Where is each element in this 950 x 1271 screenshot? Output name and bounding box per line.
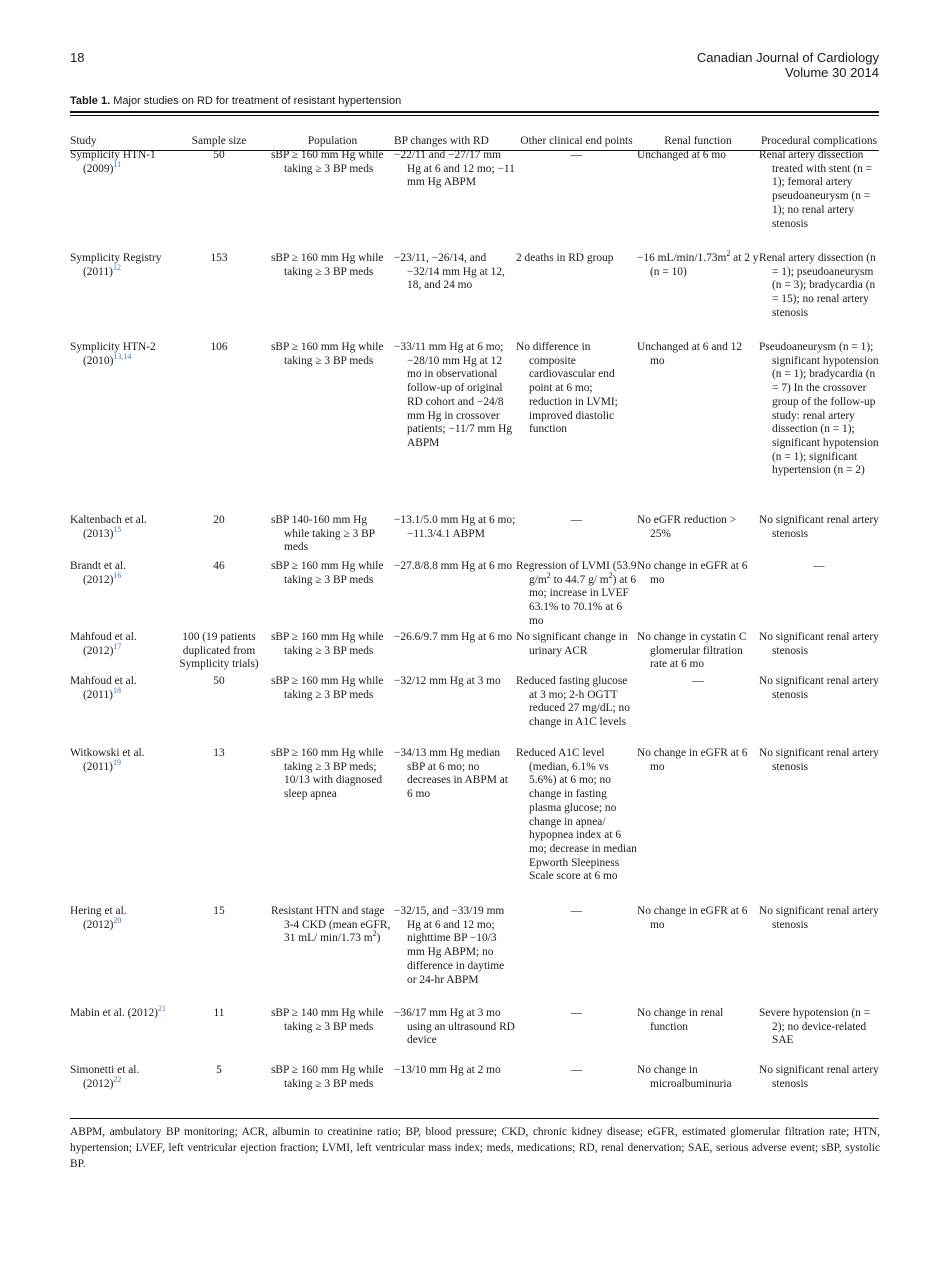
population-cell: sBP ≥ 160 mm Hg while taking ≥ 3 BP meds; 10/13 with diagnosed sleep apnea: [271, 747, 384, 801]
citation-link[interactable]: 20: [113, 915, 122, 925]
complications-cell: No significant renal artery stenosis: [759, 1064, 879, 1090]
bp-changes-cell: −32/12 mm Hg at 3 mo: [394, 675, 501, 687]
table-row: [70, 560, 879, 631]
renal-function-cell: No change in eGFR at 6 mo: [637, 905, 748, 931]
citation-link[interactable]: 19: [112, 757, 121, 767]
column-header-bp-changes: BP changes with RD: [394, 135, 489, 148]
bp-changes-cell: −33/11 mm Hg at 6 mo; −28/10 mm Hg at 12 mo in observational follow-up of original RD cohort and −24/8 mm Hg in crossover patients; −11/7 mm Hg ABPM: [394, 341, 513, 449]
running-header: [697, 50, 879, 80]
sample-size-cell: 50: [213, 149, 225, 161]
column-header-study: Study: [70, 135, 97, 148]
population-cell: sBP ≥ 160 mm Hg while taking ≥ 3 BP meds: [271, 1064, 384, 1090]
table-caption: [70, 95, 401, 107]
complications-cell: No significant renal artery stenosis: [759, 747, 879, 773]
bp-changes-cell: −36/17 mm Hg at 3 mo using an ultrasound RD device: [394, 1007, 515, 1047]
citation-link[interactable]: 16: [113, 570, 122, 580]
bp-changes-cell: −22/11 and −27/17 mm Hg at 6 and 12 mo; −11 mm Hg ABPM: [394, 149, 515, 189]
renal-function-cell: Unchanged at 6 and 12 mo: [637, 341, 743, 367]
studies-table: [70, 116, 879, 1108]
bp-changes-cell: −34/13 mm Hg median sBP at 6 mo; no decreases in ABPM at 6 mo: [394, 747, 508, 801]
table-row: [70, 747, 879, 905]
population-cell: sBP ≥ 160 mm Hg while taking ≥ 3 BP meds: [271, 560, 384, 586]
table-row: [70, 1064, 879, 1108]
other-end-points-cell: No significant change in urinary ACR: [516, 631, 628, 657]
citation-link[interactable]: 12: [112, 262, 121, 272]
other-end-points-cell: —: [570, 1064, 583, 1076]
column-header-population: Population: [307, 135, 358, 148]
study-cell: Symplicity Registry (2011)$^{12}$: [70, 252, 162, 278]
sample-size-cell: 106: [210, 341, 228, 353]
renal-function-cell: Unchanged at 6 mo: [637, 149, 726, 161]
population-cell: sBP ≥ 160 mm Hg while taking ≥ 3 BP meds: [271, 675, 384, 701]
complications-cell: No significant renal artery stenosis: [759, 514, 879, 540]
column-header-other-end-points: Other clinical end points: [520, 135, 633, 148]
citation-link[interactable]: 15: [113, 524, 122, 534]
population-cell: sBP 140-160 mm Hg while taking ≥ 3 BP meds: [271, 514, 375, 554]
other-end-points-cell: —: [570, 1007, 583, 1019]
study-cell: Mahfoud et al. (2012)$^{17}$: [70, 631, 137, 657]
table-title: Major studies on RD for treatment of resistant hypertension: [113, 95, 402, 107]
renal-function-cell: No change in eGFR at 6 mo: [637, 560, 748, 586]
sample-size-cell: 13: [213, 747, 225, 759]
study-cell: Simonetti et al. (2012)$^{22}$: [70, 1064, 140, 1090]
sample-size-cell: 5: [216, 1064, 222, 1076]
bp-changes-cell: −13.1/5.0 mm Hg at 6 mo; −11.3/4.1 ABPM: [394, 514, 516, 540]
table-row: [70, 252, 879, 341]
page-number: 18: [70, 50, 85, 65]
other-end-points-cell: Reduced A1C level (median, 6.1% vs 5.6%) at 6 mo; no change in fasting plasma glucose; no change in apnea/ hypopnea index at 6 mo; decrease in median Epworth Sleepiness Scale score at 6 mo: [516, 747, 637, 883]
table-footnote: ABPM, ambulatory BP monitoring; ACR, albumin to creatinine ratio; BP, blood pressure; CKD, chronic kidney disease; eGFR, estimated glomerular filtration rate; HTN, hypertension; LVEF, left ventricular ejection fraction; LVMI, left ventricular mass index; meds, medications; RD, renal denervation; SAE, serious adverse event; sBP, systolic BP.: [70, 1126, 880, 1170]
renal-function-cell: No change in microalbuminuria: [637, 1064, 732, 1090]
other-end-points-cell: 2 deaths in RD group: [516, 252, 614, 264]
other-end-points-cell: Regression of LVMI (53.9 $g/m^2$ to 44.7 g/ $m^2$) at 6 mo; increase in LVEF 63.1% to 70.1% at 6 mo: [516, 560, 637, 627]
other-end-points-cell: Reduced fasting glucose at 3 mo; 2-h OGTT reduced 27 mg/dL; no change in A1C levels: [516, 675, 630, 729]
study-cell: Brandt et al. (2012)$^{16}$: [70, 560, 126, 586]
citation-link[interactable]: 17: [113, 641, 122, 651]
table-row: [70, 675, 879, 747]
population-cell: sBP ≥ 160 mm Hg while taking ≥ 3 BP meds: [271, 341, 384, 367]
complications-cell: Severe hypotension (n = 2); no device-related SAE: [759, 1007, 871, 1047]
renal-function-cell: No change in renal function: [637, 1007, 724, 1033]
citation-link[interactable]: 18: [112, 685, 121, 695]
other-end-points-cell: —: [570, 149, 583, 161]
other-end-points-cell: —: [570, 514, 583, 526]
study-cell: Witkowski et al. (2011)$^{19}$: [70, 747, 145, 773]
complications-cell: Renal artery dissection (n = 1); pseudoaneurysm (n = 3); bradycardia (n = 15); no renal artery stenosis: [759, 252, 876, 319]
table-row: [70, 514, 879, 560]
sample-size-cell: 100 (19 patients duplicated from Symplicity trials): [179, 631, 259, 671]
sample-size-cell: 46: [213, 560, 225, 572]
bp-changes-cell: −32/15, and −33/19 mm Hg at 6 and 12 mo; nighttime BP −10/3 mm Hg ABPM; no difference in daytime or 24-hr ABPM: [394, 905, 505, 986]
column-header-sample-size: Sample size: [191, 135, 247, 148]
complications-cell: No significant renal artery stenosis: [759, 905, 879, 931]
other-end-points-cell: No difference in composite cardiovascular end point at 6 mo; reduction in LVMI; improved diastolic function: [516, 341, 618, 436]
bp-changes-cell: −27.8/8.8 mm Hg at 6 mo: [394, 560, 513, 572]
renal-function-cell: No eGFR reduction > 25%: [637, 514, 737, 540]
study-cell: Symplicity HTN-1 (2009)$^{11}$: [70, 149, 156, 175]
citation-link[interactable]: 11: [113, 159, 122, 169]
table-bottom-rule: [70, 1118, 879, 1119]
population-cell: sBP ≥ 160 mm Hg while taking ≥ 3 BP meds: [271, 252, 384, 278]
bp-changes-cell: −23/11, −26/14, and −32/14 mm Hg at 12, 18, and 24 mo: [394, 252, 505, 292]
complications-cell: —: [813, 560, 825, 572]
complications-cell: Pseudoaneurysm (n = 1); significant hypotension (n = 1); bradycardia (n = 7) In the crossover group of the follow-up study: renal artery dissection (n = 1); significant hypotension (n = 1); significant hypertension (n = 2): [759, 341, 879, 477]
column-header-complications: Procedural complications: [760, 135, 878, 148]
complications-cell: No significant renal artery stenosis: [759, 675, 879, 701]
journal-volume: Volume 30 2014: [785, 65, 879, 80]
sample-size-cell: 11: [213, 1007, 225, 1019]
renal-function-cell: No change in eGFR at 6 mo: [637, 747, 748, 773]
population-cell: Resistant HTN and stage 3-4 CKD (mean eGFR, 31 mL/ min/1.73 $m^2$): [271, 905, 391, 945]
study-cell: Hering et al. (2012)$^{20}$: [70, 905, 127, 931]
study-cell: Kaltenbach et al. (2013)$^{15}$: [70, 514, 147, 540]
table-row: [70, 905, 879, 1007]
bp-changes-cell: −13/10 mm Hg at 2 mo: [394, 1064, 501, 1076]
table-header-row: [70, 116, 879, 149]
sample-size-cell: 15: [213, 905, 225, 917]
table-row: [70, 149, 879, 252]
citation-link[interactable]: 22: [113, 1074, 122, 1084]
study-cell: Symplicity HTN-2 (2010)$^{13,14}$: [70, 341, 156, 367]
renal-function-cell: No change in cystatin C glomerular filtration rate at 6 mo: [637, 631, 747, 671]
citation-link[interactable]: 21: [157, 1004, 166, 1014]
population-cell: sBP ≥ 160 mm Hg while taking ≥ 3 BP meds: [271, 631, 384, 657]
study-cell: Mabin et al. (2012)$^{21}$: [70, 1004, 166, 1019]
renal-function-cell: —: [692, 675, 704, 687]
complications-cell: Renal artery dissection treated with stent (n = 1); femoral artery pseudoaneurysm (n = 1); no renal artery stenosis: [759, 149, 873, 230]
bp-changes-cell: −26.6/9.7 mm Hg at 6 mo: [394, 631, 513, 643]
citation-link[interactable]: 13,14: [113, 351, 132, 361]
population-cell: sBP ≥ 140 mm Hg while taking ≥ 3 BP meds: [271, 1007, 384, 1033]
study-cell: Mahfoud et al. (2011)$^{18}$: [70, 675, 137, 701]
table-row: [70, 341, 879, 514]
column-header-renal-function: Renal function: [664, 135, 732, 148]
other-end-points-cell: —: [570, 905, 583, 917]
journal-name: Canadian Journal of Cardiology: [696, 50, 879, 65]
table-label: Table 1.: [70, 95, 111, 107]
renal-function-cell: −16 $mL/\min/1.73m^2$ at 2 y (n = 10): [637, 249, 759, 278]
table-row: [70, 631, 879, 675]
population-cell: sBP ≥ 160 mm Hg while taking ≥ 3 BP meds: [271, 149, 384, 175]
sample-size-cell: 20: [213, 514, 225, 526]
sample-size-cell: 153: [210, 252, 228, 264]
sample-size-cell: 50: [213, 675, 225, 687]
table-row: [70, 1007, 879, 1064]
complications-cell: No significant renal artery stenosis: [759, 631, 879, 657]
